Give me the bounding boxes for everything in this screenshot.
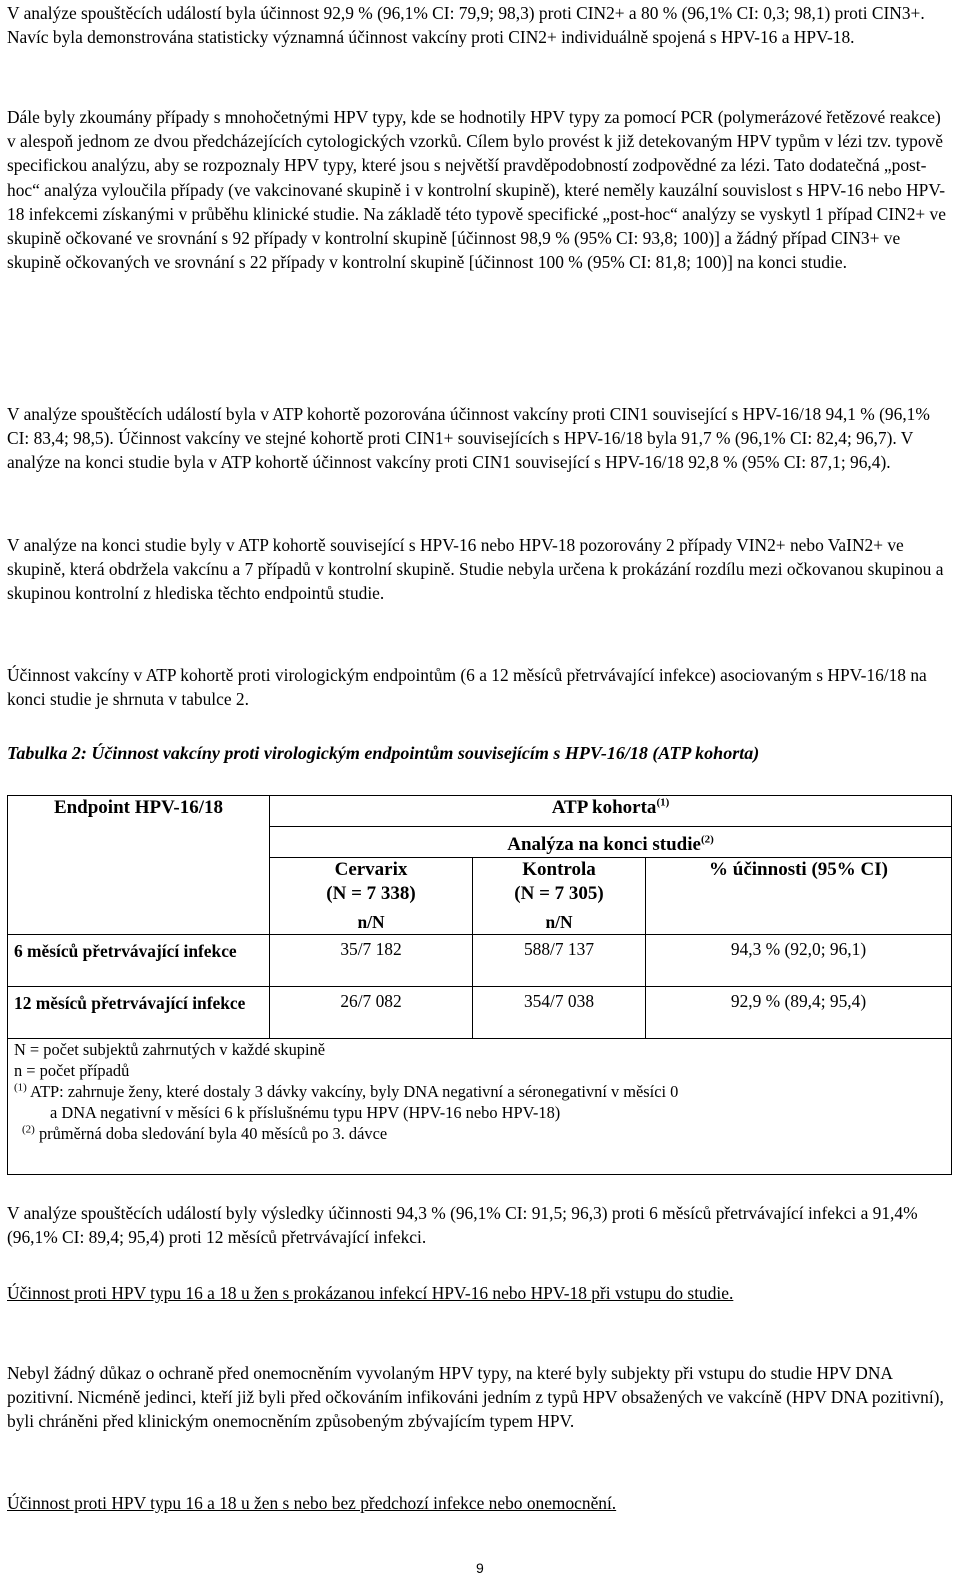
footnote-follow-up: $^{(2)}$ průměrná doba sledování byla 40 měsíců po 3. dávce: [22, 1123, 388, 1143]
table-header-endpoint: Endpoint HPV-16/18: [8, 796, 270, 935]
section-heading-prior-infection: Účinnost proti HPV typu 16 a 18 u žen s prokázanou infekcí HPV-16 nebo HPV-18 při vstupu do studie.: [7, 1283, 734, 1303]
column-header-cervarix: Cervarix (N = 7 338): [270, 858, 473, 910]
column-header-efficacy: % účinnosti (95% CI): [646, 858, 952, 935]
cell-efficacy: 94,3 % (92,0; 96,1): [646, 935, 952, 987]
efficacy-table: [7, 795, 952, 1175]
paragraph-multiple-hpv-types: Dále byly zkoumány případy s mnohočetnými HPV typy, kde se hodnotily HPV typy za pomocí PCR (polymerázové řetězové reakce) v alespoň jednom ze dvou předcházejících cytologických vzorků. Cílem bylo provést k již detekovaným HPV typům v lézi tzv. typově specifickou analýzu, aby se rozpoznaly HPV typy, které jsou s největší pravděpodobností zodpovědné za lézi. Tato dodatečná „post-hoc“ analýza vyloučila případy (ve vakcinované skupině i v kontrolní skupině), které neměly kauzální souvislost s HPV-16 nebo HPV-18 infekcemi získanými v průběhu klinické studie. Na základě této typově specifické „post-hoc“ analýzy se vyskytl 1 případ CIN2+ ve skupině očkované ve srovnání s 92 případy v kontrolní skupině [účinnost 98,9 % (95% CI: 93,8; 100)] a žádný případ CIN3+ ve skupině očkovaných ve srovnání s 22 případy v kontrolní skupině [účinnost 100 % (95% CI: 81,8; 100)] na konci studie.: [7, 107, 946, 273]
footnote-n-subjects: N = počet subjektů zahrnutých v každé skupině: [14, 1040, 326, 1059]
cell-cervarix: 26/7 082: [270, 987, 473, 1039]
table-caption: Tabulka 2: Účinnost vakcíny proti virologickým endpointům souvisejícím s HPV-16/18 (ATP kohorta): [7, 743, 760, 763]
table-header-cohort: ATP kohorta$^{(1)}$: [270, 796, 952, 827]
footnote-n-cases: n = počet případů: [14, 1061, 130, 1080]
table-footnotes: [8, 1039, 952, 1175]
table-row: [8, 987, 952, 1039]
section-heading-with-or-without-infection: Účinnost proti HPV typu 16 a 18 u žen s nebo bez předchozí infekce nebo onemocnění.: [7, 1493, 617, 1513]
paragraph-persistent-infection: V analýze spouštěcích událostí byly výsledky účinnosti 94,3 % (96,1% CI: 91,5; 96,3) proti 6 měsíců přetrvávající infekci a 91,4% (96,1% CI: 89,4; 95,4) proti 12 měsíců přetrvávající infekci.: [7, 1203, 918, 1248]
table-header-analysis: Analýza na konci studie$^{(2)}$: [270, 827, 952, 858]
paragraph-trigger-analysis-cin: V analýze spouštěcích událostí byla účinnost 92,9 % (96,1% CI: 79,9; 98,3) proti CIN2+ a 80 % (96,1% CI: 0,3; 98,1) proti CIN3+. Navíc byla demonstrována statisticky významná účinnost vakcíny proti CIN2+ individuálně spojená s HPV-16 a HPV-18.: [7, 3, 925, 48]
cell-kontrola: 588/7 137: [473, 935, 646, 987]
cell-kontrola: 354/7 038: [473, 987, 646, 1039]
row-label: 6 měsíců přetrvávající infekce: [8, 935, 270, 987]
page-number: 9: [476, 1560, 484, 1576]
cell-efficacy: 92,9 % (89,4; 95,4): [646, 987, 952, 1039]
paragraph-no-protection: Nebyl žádný důkaz o ochraně před onemocněním vyvolaným HPV typy, na které byly subjekty při vstupu do studie HPV DNA pozitivní. Nicméně jedinci, kteří již byli před očkováním infikováni jedním z typů HPV obsažených ve vakcíně (HPV DNA pozitivní), byli chráněni před klinickým onemocněním způsobeným zbývajícím typem HPV.: [7, 1363, 944, 1432]
column-header-kontrola: Kontrola (N = 7 305): [473, 858, 646, 910]
row-label: 12 měsíců přetrvávající infekce: [8, 987, 270, 1039]
footnote-atp-continued: a DNA negativní v měsíci 6 k příslušnému typu HPV (HPV-16 nebo HPV-18): [50, 1103, 561, 1122]
column-unit-kontrola: n/N: [473, 910, 646, 935]
paragraph-cin1-efficacy: V analýze spouštěcích událostí byla v ATP kohortě pozorována účinnost vakcíny proti CIN1 související s HPV-16/18 94,1 % (96,1% CI: 83,4; 98,5). Účinnost vakcíny ve stejné kohortě proti CIN1+ souvisejících s HPV-16/18 byla 91,7 % (96,1% CI: 82,4; 96,7). V analýze na konci studie byla v ATP kohortě účinnost vakcíny proti CIN1 související s HPV-16/18 92,8 % (95% CI: 87,1; 96,4).: [7, 404, 930, 473]
table-row: [8, 935, 952, 987]
cell-cervarix: 35/7 182: [270, 935, 473, 987]
footnote-atp: $^{(1)}$ ATP: zahrnuje ženy, které dostaly 3 dávky vakcíny, byly DNA negativní a séronegativní v měsíci 0: [14, 1081, 679, 1101]
paragraph-vin-vain: V analýze na konci studie byly v ATP kohortě související s HPV-16 nebo HPV-18 pozorovány 2 případy VIN2+ nebo VaIN2+ ve skupině, která obdržela vakcínu a 7 případů v kontrolní skupině. Studie nebyla určena k prokázání rozdílu mezi očkovanou skupinou a skupinou kontrolní z hlediska těchto endpointů studie.: [7, 535, 944, 604]
paragraph-virological-intro: Účinnost vakcíny v ATP kohortě proti virologickým endpointům (6 a 12 měsíců přetrvávající infekce) asociovaným s HPV-16/18 na konci studie je shrnuta v tabulce 2.: [7, 665, 927, 710]
column-unit-cervarix: n/N: [270, 910, 473, 935]
